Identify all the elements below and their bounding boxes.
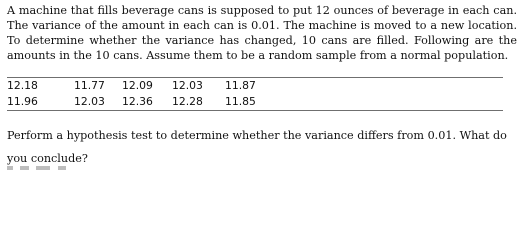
table-cell: 11.87 (225, 78, 503, 95)
table-cell: 11.85 (225, 94, 503, 111)
table-cell: 12.18 (7, 78, 74, 95)
can-amounts-table (7, 77, 503, 111)
problem-intro: A machine that fills beverage cans is supposed to put 12 ounces of beverage in each can. The variance of the amount in each can is 0.01. The machine is moved to a new location. To determine whether the variance has changed, 10 cans are filled. Following are the amounts in the 10 cans. Assume them to be a random sample from a normal population. (7, 4, 517, 62)
table-row (7, 94, 503, 111)
table-cell: 12.28 (172, 94, 225, 111)
problem-question: Perform a hypothesis test to determine whether the variance differs from 0.01. What do you conclude? (7, 129, 507, 165)
table-cell: 11.96 (7, 94, 74, 111)
table-cell: 12.09 (122, 78, 172, 95)
table-row (7, 78, 503, 95)
cut-off-text-fragment (0, 166, 521, 170)
table-cell: 12.03 (172, 78, 225, 95)
table-cell: 11.77 (74, 78, 122, 95)
table-cell: 12.36 (122, 94, 172, 111)
table-cell: 12.03 (74, 94, 122, 111)
